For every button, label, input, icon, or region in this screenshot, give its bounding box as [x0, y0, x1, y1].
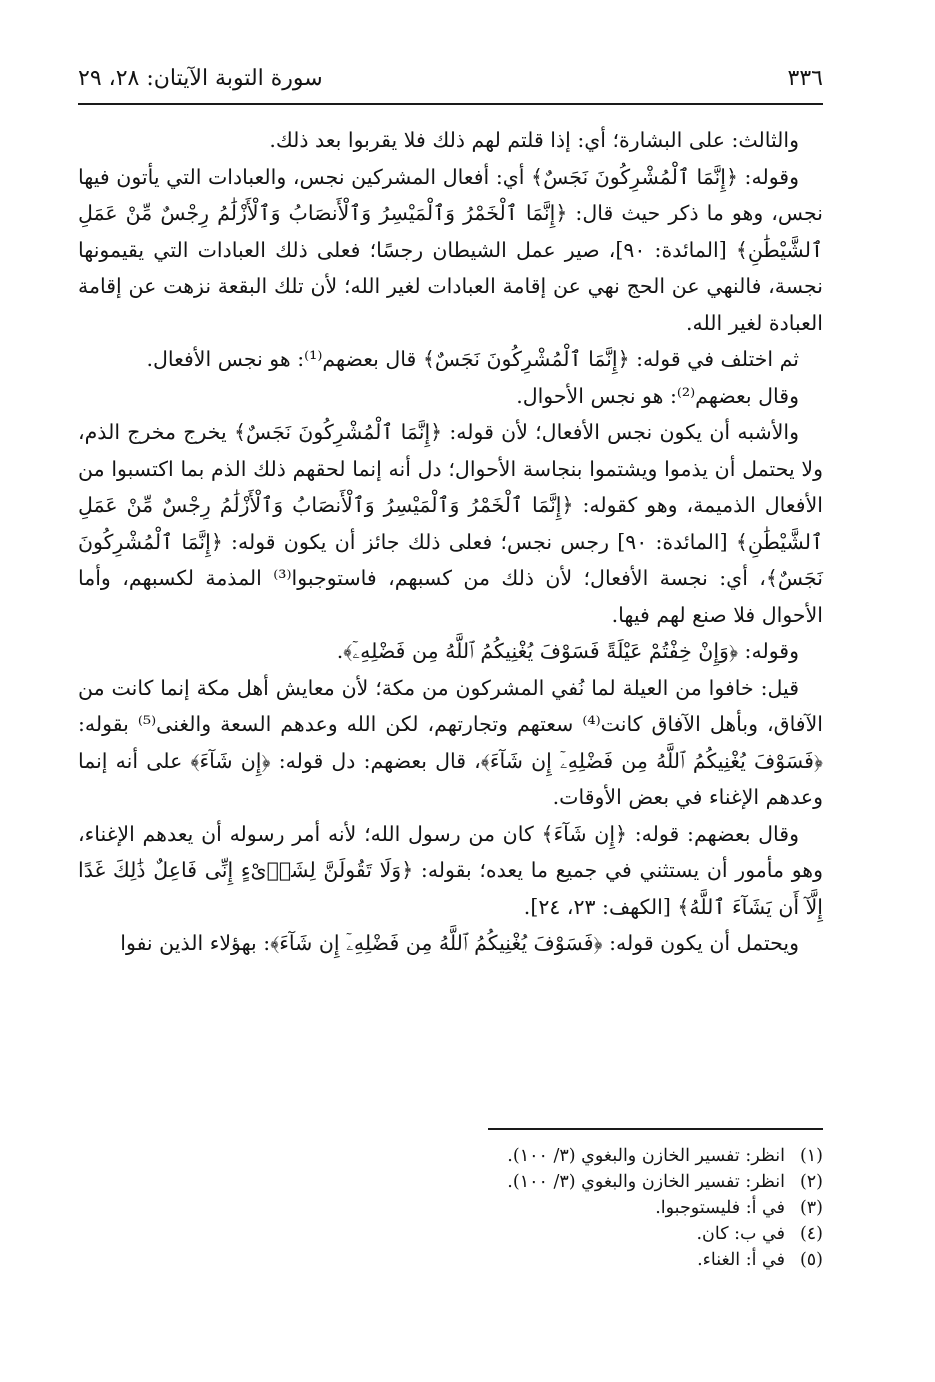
paragraph: وقوله: ﴿إِنَّمَا ٱلْمُشْرِكُونَ نَجَسٌ﴾ أي: أفعال المشركين نجس، والعبادات التي يأتون فيها نجس، وهو ما ذكر حيث قال: ﴿إِنَّمَا ٱلْخَمْرُ وَٱلْمَيْسِرُ وَٱلْأَنصَابُ وَٱلْأَزْلَٰمُ رِجْسٌ مِّنْ عَمَلِ ٱلشَّيْطَٰنِ﴾ [المائدة: ٩٠]، صير عمل الشيطان رجسًا؛ فعلى ذلك العبادات التي يقيمونها نجسة، فالنهي عن الحج نهي عن إقامة العبادات لغير الله؛ لأن تلك البقعة نزهت عن إقامة العبادة لغير الله.	[78, 164, 823, 335]
footnote-text: في أ: الغناء.	[697, 1250, 785, 1270]
paragraph: والأشبه أن يكون نجس الأفعال؛ لأن قوله: ﴿إِنَّمَا ٱلْمُشْرِكُونَ نَجَسٌ﴾ يخرج مخرج الذم، ولا يحتمل أن يذموا ويشتموا بنجاسة الأحوال؛ دل أنه إنما لحقهم ذلك الذم بما اكتسبوا من الأفعال الذميمة، وهو كقوله: ﴿إِنَّمَا ٱلْخَمْرُ وَٱلْمَيْسِرُ وَٱلْأَنصَابُ وَٱلْأَزْلَٰمُ رِجْسٌ مِّنْ عَمَلِ ٱلشَّيْطَٰنِ﴾ [المائدة: ٩٠] رجس نجس؛ فعلى ذلك جائز أن يكون قوله: ﴿إِنَّمَا ٱلْمُشْرِكُونَ نَجَسٌ﴾، أي: نجسة الأفعال؛ لأن ذلك من كسبهم، فاستوجبوا⁽³⁾ المذمة لكسبهم، وأما الأحوال فلا صنع لهم فيها.	[78, 420, 824, 627]
paragraph: وقوله: ﴿وَإِنْ خِفْتُمْ عَيْلَةً فَسَوْفَ يُغْنِيكُمُ ٱللَّهُ مِن فَضْلِهِۦٓ﴾.	[336, 639, 799, 663]
footnote-number: (٤)	[799, 1224, 823, 1244]
footnote	[78, 1143, 823, 1169]
footnote	[78, 1195, 823, 1221]
paragraph: قيل: خافوا من العيلة لما نُفي المشركون من مكة؛ لأن معايش أهل مكة إنما كانت من الآفاق، وبأهل الآفاق كانت⁽⁴⁾ سعتهم وتجارتهم، لكن الله وعدهم السعة والغنى⁽⁵⁾ بقوله: ﴿فَسَوْفَ يُغْنِيكُمُ ٱللَّهُ مِن فَضْلِهِۦٓ إِن شَآءَ﴾، قال بعضهم: دل قوله: ﴿إِن شَآءَ﴾ على أنه إنما وعدهم الإغناء في بعض الأوقات.	[78, 675, 823, 809]
paragraph: والثالث: على البشارة؛ أي: إذا قلتم لهم ذلك فلا يقربوا بعد ذلك.	[269, 128, 799, 152]
footnote	[78, 1169, 823, 1195]
footnote-divider	[488, 1128, 823, 1130]
paragraph: وقال بعضهم: قوله: ﴿إِن شَآءَ﴾ كان من رسول الله؛ لأنه أمر رسوله أن يعدهم الإغناء، وهو مأمور أن يستثني في جميع ما يعده؛ بقوله: ﴿وَلَا تَقُولَنَّ لِشَا۟ىْءٍ إِنِّى فَاعِلٌ ذَٰلِكَ غَدًا إِلَّآ أَن يَشَآءَ ٱللَّهُ﴾ [الكهف: ٢٣، ٢٤].	[78, 821, 823, 919]
footnote-number: (٣)	[799, 1198, 823, 1218]
footnote-number: (٢)	[799, 1172, 823, 1192]
footnotes-list	[78, 1143, 823, 1273]
footnote-text: في أ: فليستوجبوا.	[655, 1198, 785, 1218]
footnote-number: (١)	[799, 1146, 823, 1166]
paragraph: ويحتمل أن يكون قوله: ﴿فَسَوْفَ يُغْنِيكُمُ ٱللَّهُ مِن فَضْلِهِۦٓ إِن شَآءَ﴾: بهؤلاء الذين نفوا	[120, 931, 799, 955]
footnote-text: انظر: تفسير الخازن والبغوي (٣/ ١٠٠).	[507, 1172, 785, 1192]
footnote-text: في ب: كان.	[696, 1224, 785, 1244]
paragraph: ثم اختلف في قوله: ﴿إِنَّمَا ٱلْمُشْرِكُونَ نَجَسٌ﴾ قال بعضهم⁽¹⁾: هو نجس الأفعال.	[146, 347, 799, 371]
page-number: ٣٣٦	[787, 65, 823, 91]
running-title: سورة التوبة الآيتان: ٢٨، ٢٩	[78, 65, 323, 91]
footnote	[78, 1221, 823, 1247]
footnote-number: (٥)	[799, 1250, 823, 1270]
header-divider	[78, 103, 823, 105]
main-text	[78, 122, 823, 962]
footnote	[78, 1247, 823, 1273]
page-header	[78, 58, 823, 98]
paragraph: وقال بعضهم⁽²⁾: هو نجس الأحوال.	[516, 383, 799, 408]
footnote-text: انظر: تفسير الخازن والبغوي (٣/ ١٠٠).	[507, 1146, 785, 1166]
